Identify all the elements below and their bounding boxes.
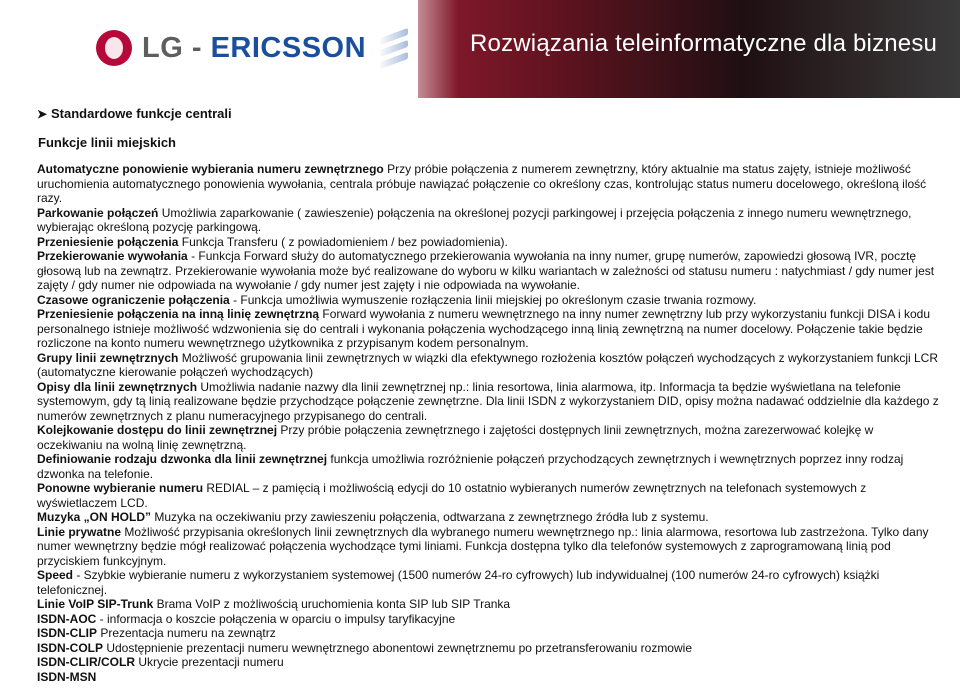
feature-item (37, 525, 942, 569)
feature-description: Prezentacja numeru na zewnątrz (97, 626, 276, 640)
feature-description: Funkcja Transferu ( z powiadomieniem / bez powiadomienia). (178, 234, 508, 249)
feature-term: ISDN-MSN (37, 669, 97, 684)
feature-term: Przeniesienie połączenia na inną linię zewnętrzną (37, 307, 320, 321)
bullet-text: Standardowe funkcje centrali (51, 106, 232, 121)
feature-description: Umożliwia nadanie nazwy dla linii zewnętrznej np.: linia resortowa, linia alarmowa, itp. Informacja ta będzie wyświetlana na telefonie systemowym, gdy tą linią realizowane będzie przychodzące połączenie zewnętrzne. Dla linii ISDN z wykorzystaniem DID, opisy można nadawać oddzielnie dla każdego z numerów zewnętrznych z planu numeracyjnego przypisanego do centrali. (37, 379, 939, 423)
logo-lg: LG (142, 31, 184, 64)
feature-description: Muzyka na oczekiwaniu przy zawieszeniu połączenia, odtwarzana z zewnętrznego źródła lub z systemu. (151, 510, 709, 524)
feature-item (37, 568, 942, 597)
feature-description: Brama VoIP z możliwością uruchomienia konta SIP lub SIP Tranka (153, 597, 511, 611)
feature-description: Możliwość grupowania linii zewnętrznych w wiązki dla efektywnego rozłożenia kosztów połączeń wychodzących z wykorzystaniem funkcji LCR (automatyczne kierowanie połączeń wychodzących) (37, 350, 939, 379)
feature-term: Kolejkowanie dostępu do linii zewnętrznej (37, 423, 278, 437)
feature-description: REDIAL – z pamięcią i możliwością edycji do 10 ostatnio wybieranych numerów zewnętrznych na telefonach systemowych z wyświetlaczem LCD. (37, 481, 867, 510)
feature-description: Umożliwia zaparkowanie ( zawieszenie) połączenia na określonej pozycji parkingowej i przejęcia połączenia z innego numeru wewnętrznego, wybierając określoną pozycję parkingową. (37, 205, 912, 234)
feature-item (37, 612, 942, 627)
feature-term: ISDN-AOC (37, 611, 97, 626)
feature-item (37, 293, 942, 308)
page-header (0, 0, 960, 98)
feature-description: Możliwość przypisania określonych linii zewnętrznych dla wybranego numeru wewnętrznego np.: linia alarmowa, resortowa lub zastrzeżona. Tylko dany numer wewnętrzny będzie mógł realizować połączenia wychodzące tymi liniami. Funkcja dostępna tylko dla telefonów systemowych z zaprogramowaną linią pod przyciskiem funkcyjnym. (37, 524, 929, 568)
feature-term: ISDN-CLIR/COLR (37, 655, 135, 669)
feature-description: Przy próbie połączenia zewnętrznego i zajętości dostępnych linii zewnętrznych, można zarezerwować kolejkę w oczekiwaniu na wolną linię zewnętrzną. (37, 423, 874, 452)
document-body (37, 106, 942, 684)
feature-description: Udostępnienie prezentacji numeru wewnętrznego abonentowi zewnętrznemu po przetransferowaniu rozmowie (103, 640, 692, 655)
feature-item (37, 423, 942, 452)
logo-dash: - (191, 31, 203, 64)
feature-description: Ukrycie prezentacji numeru (135, 655, 284, 669)
feature-term: Przeniesienie połączenia (37, 234, 179, 249)
feature-item (37, 452, 942, 481)
feature-item (37, 162, 942, 206)
feature-term: Muzyka „ON HOLD” (37, 510, 152, 524)
feature-item (37, 626, 942, 641)
feature-term: Speed (37, 568, 74, 582)
arrow-bullet-icon: ➤ (37, 106, 48, 121)
feature-term: Czasowe ograniczenie połączenia (37, 292, 230, 307)
feature-item (37, 235, 942, 250)
feature-item (37, 206, 942, 235)
feature-item (37, 380, 942, 424)
section-title: Funkcje linii miejskich (38, 135, 176, 150)
feature-description: - Funkcja Forward służy do automatycznego przekierowania wywołania na inny numer, grupę numerów, zapowiedzi głosową IVR, pocztę głosową lub na zewnątrz. Przekierowanie wywołania może być realizowane do wyboru w kilku wariantach w zależności od statusu numeru : natychmiast / gdy numer jest zajęty / gdy numer nie odpowiada na wywołanie / gdy numer jest zajęty i nie odpowiada na wywołanie. (37, 249, 935, 292)
feature-description: - Funkcja umożliwia wymuszenie rozłączenia linii miejskiej po określonym czasie trwania rozmowy. (229, 292, 757, 307)
feature-description: - informacja o koszcie połączenia w oparciu o impulsy taryfikacyjne (96, 611, 456, 626)
feature-item (37, 351, 942, 380)
feature-description: funkcja umożliwia rozróżnienie połączeń przychodzących zewnętrznych i wewnętrznych poprzez inny rodzaj dzwonka na telefonie. (37, 452, 904, 481)
feature-item (37, 307, 942, 351)
feature-item (37, 510, 942, 525)
feature-term: Linie VoIP SIP-Trunk (37, 597, 154, 611)
feature-list (37, 162, 942, 684)
logo-text (142, 32, 366, 65)
feature-term: Grupy linii zewnętrznych (37, 350, 179, 365)
feature-item (37, 641, 942, 656)
feature-term: Parkowanie połączeń (37, 205, 159, 220)
feature-description: Przy próbie połączenia z numerem zewnętrzny, który aktualnie ma status zajęty, istnieje możliwość uruchomienia automatycznego ponowienia wywołania, centrala próbuje nawiązać połączenie co określony czas, kontrolując status numeru docelowego, określoną ilość razy. (37, 162, 927, 205)
feature-item (37, 655, 942, 670)
feature-term: Automatyczne ponowienie wybierania numeru zewnętrznego (37, 162, 384, 176)
header-banner (418, 0, 960, 98)
logo-ericsson: ERICSSON (210, 31, 367, 64)
lg-circle-icon (96, 30, 132, 66)
feature-term: Opisy dla linii zewnętrznych (37, 379, 198, 394)
feature-item (37, 481, 942, 510)
feature-description: - Szybkie wybieranie numeru z wykorzystaniem systemowej (1500 numerów 24-ro cyfrowych) lub indywidualnej (100 numerów 24-ro cyfrowych) książki telefonicznej. (37, 568, 880, 597)
feature-term: ISDN-COLP (37, 640, 103, 655)
header-tagline: Rozwiązania teleinformatyczne dla biznesu (470, 30, 938, 57)
feature-term: Ponowne wybieranie numeru (37, 481, 204, 495)
bullet-heading (37, 106, 942, 121)
feature-item (37, 249, 942, 293)
feature-term: Definiowanie rodzaju dzwonka dla linii zewnętrznej (37, 452, 328, 466)
feature-term: ISDN-CLIP (37, 626, 97, 640)
lg-ericsson-logo (96, 30, 408, 66)
feature-term: Linie prywatne (37, 524, 122, 539)
feature-term: Przekierowanie wywołania (37, 249, 188, 263)
feature-description: Forward wywołania z numeru wewnętrznego na inny numer zewnętrzny lub przy wykorzystaniu funkcji DISA i kodu personalnego istnieje możliwość wdzwonienia się do centrali i wykonania połączenia wychodzącego inną linią zewnętrzną na numer docelowy. Połączenie takie będzie rozliczone na konto numeru wewnętrznego użytkownika z przypisanym kodem personalnym. (37, 307, 931, 350)
feature-item (37, 597, 942, 612)
feature-item (37, 670, 942, 685)
